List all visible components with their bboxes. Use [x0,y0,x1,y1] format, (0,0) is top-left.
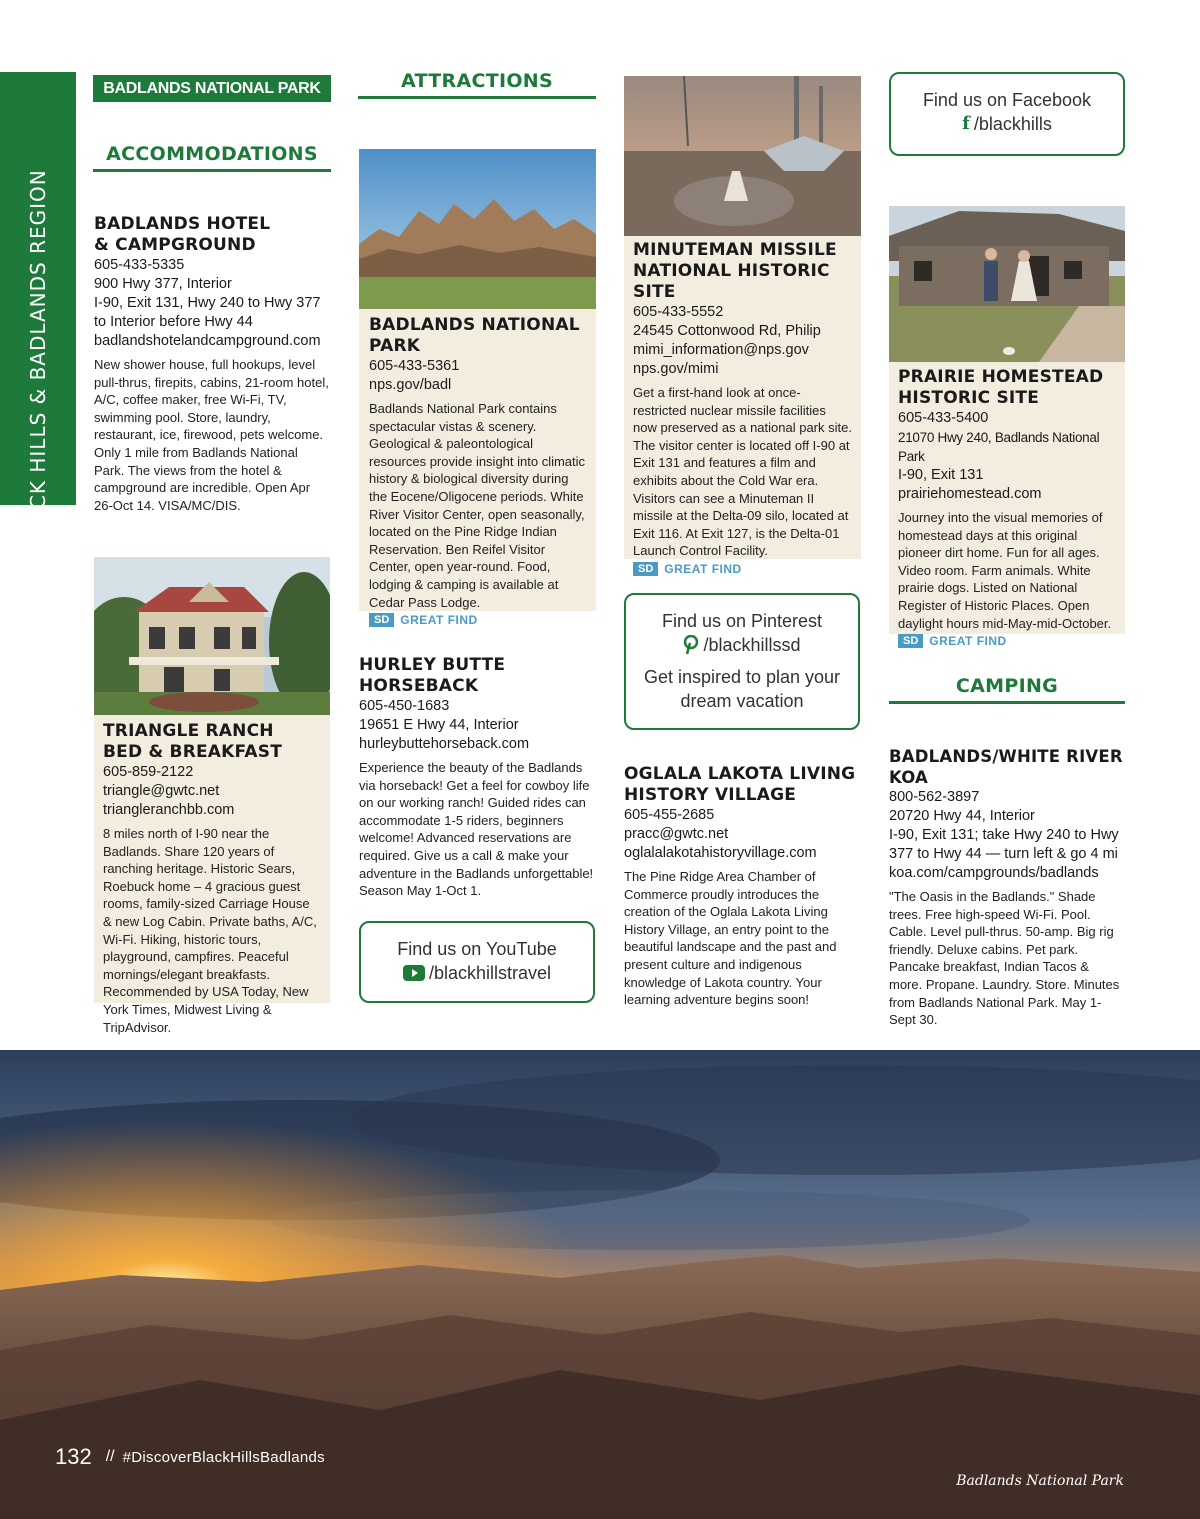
youtube-icon [403,965,425,981]
address: 900 Hwy 377, Interior [94,276,232,292]
phone: 605-450-1683 [359,698,450,714]
listing-title: MINUTEMAN MISSILE [633,240,837,260]
listing-description: Experience the beauty of the Badlands via horseback! Get a feel for cowboy life on our working ranch! Guided rides can accommodate 1-5 riders, beginners welcome! Advanced reservations are required. Give us a call & make your adventure in the Badlands unforgettable! Season May 1-Oct 1. [359,760,594,899]
listing-title: HISTORY VILLAGE [624,785,797,805]
region-side-tab [0,72,76,551]
park-name-tag: BADLANDS NATIONAL PARK [93,75,331,102]
website-link[interactable]: nps.gov/badl [369,377,452,393]
listing-description: "The Oasis in the Badlands." Shade trees. Free high-speed Wi-Fi. Pool. Cable. Level pull-thrus. 50-amp. Big rig friendly. Deluxe cabins. Pet park. Pancake breakfast, Indian Tacos & more. Propane. Laundry. Store. Minutes from Badlands National Park. May 1-Sept 30. [889,889,1120,1028]
triangle-ranch-photo [94,557,330,715]
phone: 605-433-5400 [898,410,989,426]
youtube-social-box[interactable] [359,921,595,1003]
section-heading-attractions: ATTRACTIONS [358,70,596,99]
pinterest-handle-row[interactable] [626,633,858,657]
facebook-label: Find us on Facebook [922,90,1092,110]
region-tab-label: BLACK HILLS & BADLANDS REGION [26,169,50,551]
section-heading-accommodations: ACCOMMODATIONS [93,143,331,172]
listing-title: PRAIRIE HOMESTEAD [898,367,1104,387]
listing-minuteman [624,236,861,576]
great-find-label: GREAT FIND [929,634,1007,649]
minuteman-photo [624,76,861,236]
listing-title: TRIANGLE RANCH [103,721,274,741]
listing-badlands-np [359,309,596,628]
youtube-handle[interactable]: /blackhillstravel [428,963,552,983]
pinterest-social-box[interactable] [624,593,860,730]
pinterest-handle[interactable]: /blackhillssd [703,635,801,655]
listing-oglala [624,764,861,1009]
email-link[interactable]: pracc@gwtc.net [624,826,729,842]
address: 24545 Cottonwood Rd, Philip [633,323,821,339]
page-footer [55,1444,325,1470]
listing-description: Get a first-hand look at once-restricted nuclear missile facilities now preserved as a national park site. The visitor center is located off I-90 at Exit 131 and features a film and exhibits about the Cold War era. Visitors can see a Minuteman II missile at the Delta-09 silo, located at Exit 116. At Exit 127, is the Delta-01 Launch Control Facility. [633,385,852,559]
listing-koa [889,746,1125,1029]
phone: 605-433-5552 [633,304,724,320]
listing-description: 8 miles north of I-90 near the Badlands. Share 120 years of ranching heritage. Historic Sears, Roebuck home – 4 gracious guest rooms, family-sized Carriage House & new Log Cabin. Private baths, A/C, Wi-Fi. Hiking, historic tours, playground, campfires. Peaceful mornings/elegant breakfasts. Recommended by USA Today, New York Times, Midwest Living & TripAdvisor. [103,826,317,1035]
listing-title: HURLEY BUTTE HORSEBACK [359,655,506,696]
prairie-homestead-photo [889,206,1125,362]
address: I-90, Exit 131, Hwy 240 to Hwy 377 [94,295,321,311]
facebook-handle-row[interactable] [891,112,1123,136]
great-find-badge [898,634,1116,648]
phone: 605-859-2122 [103,764,194,780]
youtube-label: Find us on YouTube [397,939,557,959]
great-find-label: GREAT FIND [664,561,742,576]
facebook-icon: f [962,113,970,134]
pinterest-tagline: Get inspired to plan your [643,667,841,687]
section-heading-camping: CAMPING [889,675,1125,704]
sd-badge: SD [898,634,923,648]
listing-prairie-homestead [889,362,1125,649]
listing-description: New shower house, full hookups, level pull-thrus, firepits, cabins, 21-room hotel, A/C, coffee maker, free Wi-Fi, TV, swimming pool. Store, laundry, restaurant, ice, firewood, pets welcome. Only 1 mile from Badlands National Park. The views from the hotel & campground are incredible. Open Apr 26-Oct 14. VISA/MC/DIS. [94,357,329,513]
facebook-handle[interactable]: /blackhills [973,114,1052,134]
address: 20720 Hwy 44, Interior [889,808,1035,824]
badlands-park-photo [359,149,596,309]
page-number: 132 [55,1444,92,1469]
website-link[interactable]: prairiehomestead.com [898,486,1042,502]
listing-title: BADLANDS NATIONAL PARK [369,315,580,356]
photo-caption: Badlands National Park [956,1473,1124,1489]
footer-separator: // [105,1448,115,1465]
address: I-90, Exit 131; take Hwy 240 to Hwy [889,827,1119,843]
listing-title: NATIONAL HISTORIC SITE [633,261,830,302]
great-find-badge [633,562,852,576]
sd-badge: SD [633,562,658,576]
listing-title: BED & BREAKFAST [103,742,282,762]
listing-hurley-butte [359,655,596,900]
great-find-badge [369,613,586,627]
facebook-social-box[interactable] [889,72,1125,156]
listing-badlands-hotel [94,214,330,514]
website-link[interactable]: triangleranchbb.com [103,802,235,818]
pinterest-tagline: dream vacation [680,691,804,711]
listing-title: HISTORIC SITE [898,388,1040,408]
address: 377 to Hwy 44 — turn left & go 4 mi [889,846,1118,862]
listing-description: The Pine Ridge Area Chamber of Commerce proudly introduces the creation of the Oglala Lakota Living History Village, an entry point to the beautiful landscape and the past and present culture and indigenous knowledge of Lakota country. Your learning adventure begins soon! [624,869,837,1008]
great-find-label: GREAT FIND [400,613,478,628]
listing-description: Badlands National Park contains spectacular vistas & scenery. Geological & paleontological resources provide insight into climatic history & biological diversity during the Eocene/Oligocene periods. White River Visitor Center, open seasonally, located on the Pine Ridge Indian Reservation. Ben Reifel Visitor Center, open year-round. Food, lodging & camping is available at Cedar Pass Lodge. [369,401,586,610]
website-link[interactable]: koa.com/campgrounds/badlands [889,865,1099,881]
website-link[interactable]: nps.gov/mimi [633,361,719,377]
website-link[interactable]: hurleybuttehorseback.com [359,736,530,752]
footer-hashtag: #DiscoverBlackHillsBadlands [122,1448,325,1466]
pinterest-icon [683,635,699,655]
email-link[interactable]: mimi_information@nps.gov [633,342,809,358]
youtube-handle-row[interactable] [361,961,593,985]
website-link[interactable]: badlandshotelandcampground.com [94,333,321,349]
sd-badge: SD [369,613,394,627]
address: to Interior before Hwy 44 [94,314,253,330]
email-link[interactable]: triangle@gwtc.net [103,783,220,799]
listing-triangle-ranch [94,715,330,1035]
website-link[interactable]: oglalalakotahistoryvillage.com [624,845,817,861]
address: 21070 Hwy 240, Badlands National Park [898,430,1100,464]
listing-title: OGLALA LAKOTA LIVING [624,764,856,784]
phone: 605-433-5335 [94,257,185,273]
listing-title: BADLANDS/WHITE RIVER KOA [889,747,1123,787]
phone: 605-455-2685 [624,807,715,823]
listing-title: & CAMPGROUND [94,235,256,255]
phone: 605-433-5361 [369,358,460,374]
listing-description: Journey into the visual memories of homestead days at this original pioneer dirt home. Fun for all ages. Video room. Farm animals. White prairie dogs. Listed on National Register of Historic Places. Open daylight hours mid-May-mid-October. [898,510,1112,631]
listing-title: BADLANDS HOTEL [94,214,271,234]
address: I-90, Exit 131 [898,467,984,483]
pinterest-label: Find us on Pinterest [661,611,823,631]
phone: 800-562-3897 [889,789,980,805]
address: 19651 E Hwy 44, Interior [359,717,519,733]
